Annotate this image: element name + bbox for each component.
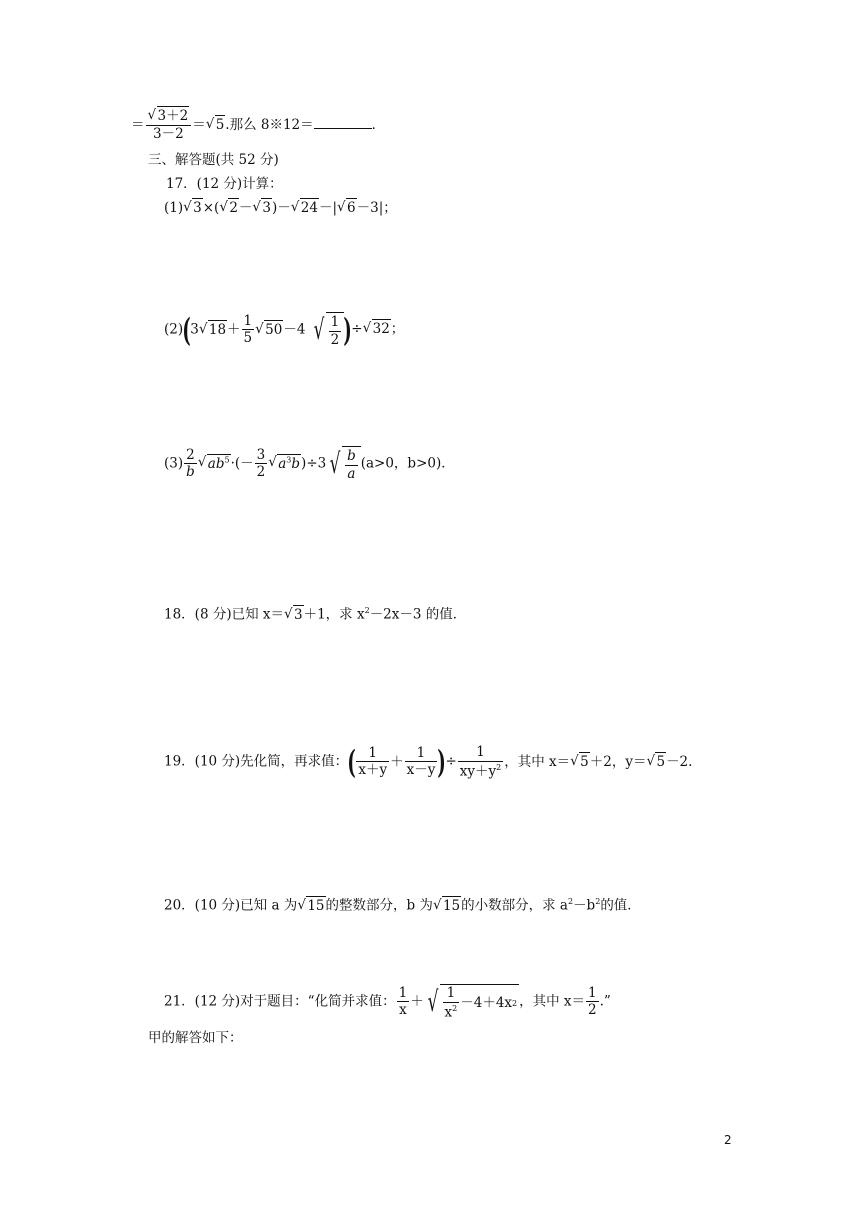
bracket-right: ) xyxy=(343,311,352,349)
sqrt-large: √ $\frac{1}{x^2}$ －4＋4x 2 xyxy=(427,985,518,1021)
q19-lead: 19．(10 分)先化简，再求值： xyxy=(164,753,349,770)
q18: 18．(8 分)已知 x＝√ 3＋1，求 $x^2-2x-3$ 的值． xyxy=(164,607,466,622)
sqrt-large: √ $\frac{1}{2}$ xyxy=(310,312,344,348)
q17-part2-tail: ÷√ 32； xyxy=(351,321,404,337)
page-number: 2 xyxy=(724,1133,732,1147)
q17-part2-label: (2) xyxy=(164,321,184,338)
sqrt-large: √ $\frac{b}{a}$ xyxy=(326,446,361,482)
section-heading: 三、解答题(共 52 分) xyxy=(148,152,279,168)
q21-line2: 甲的解答如下： xyxy=(148,1030,243,1046)
bracket-left: ( xyxy=(347,743,356,782)
q17-part3-tail: (a>0，b>0)． xyxy=(360,455,455,472)
q17-part1: (1)√ 3×(√ 2－√ 3)－√ 24－|√ 6－3|； xyxy=(164,202,397,216)
q17-part2: (2)(3√ 18＋ $\frac{1}{5}$ √ 50－4 √ $\frac{1}{2}$ )÷√ 32； xyxy=(164,312,404,348)
sqrt: √ 3＋2 xyxy=(148,110,190,124)
q17-part3-label: (3) xyxy=(164,455,184,472)
q21-mid: ，其中 x＝ xyxy=(519,993,586,1010)
q21-lead: 21．(12 分)对于题目：“化简并求值： xyxy=(164,993,396,1010)
q17-title: 17．(12 分)计算： xyxy=(166,176,283,192)
line-top xyxy=(131,110,385,141)
q20: 20．(10 分)已知 a 为√ 15的整数部分，b 为√ 15的小数部分，求 $a^2-b^2$的值． xyxy=(164,898,641,913)
q19: 19．(10 分)先化简，再求值：( $\frac{1}{x+y}$ ＋ $\frac{1}{x-y}$ )÷ $\frac{1}{xy+y^2}$ ，其中 x＝√ 5＋2，y＝√ 5－2. xyxy=(164,746,692,779)
line-top-rest: ＝√ 5.那么 8※12＝ xyxy=(192,117,313,133)
fraction: √ $\frac{3+2}{3-2}$ xyxy=(146,110,192,141)
eq-sign: ＝ xyxy=(131,117,145,133)
bracket-left: ( xyxy=(182,311,191,349)
q21: 21．(12 分)对于题目：“化简并求值： $\frac{1}{x}$ ＋ √ $\frac{1}{x^2}$ －4＋4x 2 ，其中 x＝ $\frac{1}{2}$ .” xyxy=(164,984,611,1021)
q17-part3: (3) $\frac{2}{b}$ √ $ab^5\cdot(-$ $\frac{3}{2}$ √ $a^3b)\div 3$ √ $\frac{b}{a}$ (a>0，b>0)． xyxy=(164,446,455,482)
answer-blank[interactable] xyxy=(314,118,372,129)
bracket-right: ) xyxy=(437,743,447,782)
line-top-end: ． xyxy=(371,117,386,133)
q21-end: .” xyxy=(599,993,611,1010)
q19-tail: ，其中 x＝√ 5＋2，y＝√ 5－2. xyxy=(504,754,692,770)
